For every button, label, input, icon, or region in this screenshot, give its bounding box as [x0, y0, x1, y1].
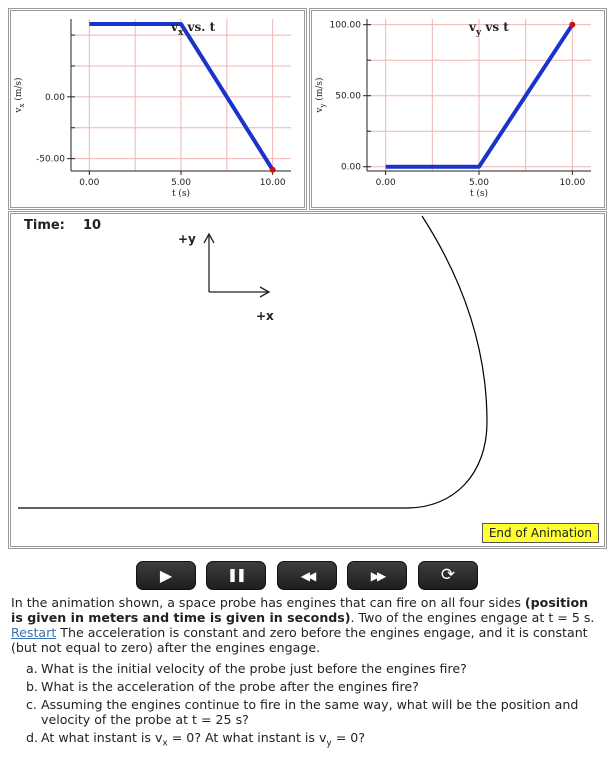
series-endpoint — [569, 22, 575, 28]
x-axis-label: t (s) — [469, 189, 489, 199]
restart-icon: ⟳ — [440, 565, 456, 585]
y-tick-label: -50.00 — [35, 154, 65, 165]
axis-y-label: +y — [178, 232, 196, 246]
vy-chart-panel — [309, 8, 607, 210]
restart-link[interactable]: Restart — [11, 625, 57, 640]
x-tick-label: 0.00 — [79, 178, 100, 188]
units-note: (position is given in meters and time is given in seconds) — [11, 595, 589, 625]
end-of-animation-badge: End of Animation — [482, 523, 599, 543]
y-tick-label: 0.00 — [44, 92, 65, 103]
y-axis-label: $v_x$ (m/s) — [14, 77, 26, 113]
question-item: c. Assuming the engines continue to fire in the same way, what will be the position and velocity of the probe at t = 25 s? — [26, 697, 579, 727]
animation-panel — [8, 211, 607, 549]
axis-x-label: +x — [256, 309, 274, 323]
question-item: d. At what instant is $v_x = 0$? At what instant is $v_y = 0$? — [26, 730, 366, 749]
play-button[interactable] — [136, 561, 196, 590]
time-label: Time: — [24, 218, 65, 233]
problem-text — [11, 595, 601, 755]
x-axis-label: t (s) — [171, 189, 191, 199]
rewind-icon: ◀◀ — [300, 568, 314, 583]
vx-chart-panel — [8, 8, 307, 210]
y-tick-label: 100.00 — [329, 20, 361, 31]
probe-trajectory — [18, 216, 487, 508]
restart-button[interactable] — [418, 561, 478, 590]
rewind-button[interactable] — [277, 561, 337, 590]
play-icon: ▶ — [159, 565, 173, 585]
pause-icon: ❚❚ — [227, 568, 245, 583]
question-item: a. What is the initial velocity of the probe just before the engines fire? — [26, 661, 467, 676]
chart-title: $v_x$ vs. t — [171, 20, 216, 38]
y-tick-label: 0.00 — [340, 162, 361, 173]
x-tick-label: 10.00 — [259, 178, 286, 188]
x-tick-label: 5.00 — [170, 178, 192, 188]
series-endpoint — [270, 167, 276, 173]
x-tick-label: 0.00 — [375, 178, 396, 188]
y-tick-label: 50.00 — [335, 91, 361, 102]
question-list — [11, 661, 601, 752]
vx-chart — [9, 9, 308, 211]
pause-button[interactable] — [206, 561, 266, 590]
vy-chart — [310, 9, 608, 211]
y-axis-label: $v_y$ (m/s) — [315, 77, 327, 113]
problem-intro: In the animation shown, a space probe has engines that can fire on all four sides (position is given in meters and time is given in seconds). Two of the engines engage at t = 5 s. Restart The acceleration is constant and zero before the engines engage, and it is constant (but not equal to zero) after the engines engage. — [11, 595, 595, 655]
fast-forward-icon: ▶▶ — [370, 568, 384, 583]
question-item: b. What is the acceleration of the probe after the engines fire? — [26, 679, 419, 694]
fast-forward-button[interactable] — [347, 561, 407, 590]
time-value: 10 — [83, 218, 102, 233]
chart-title: $v_y$ vs t — [469, 20, 509, 38]
x-tick-label: 5.00 — [468, 178, 490, 188]
animation-canvas — [9, 212, 608, 550]
x-tick-label: 10.00 — [559, 178, 586, 188]
